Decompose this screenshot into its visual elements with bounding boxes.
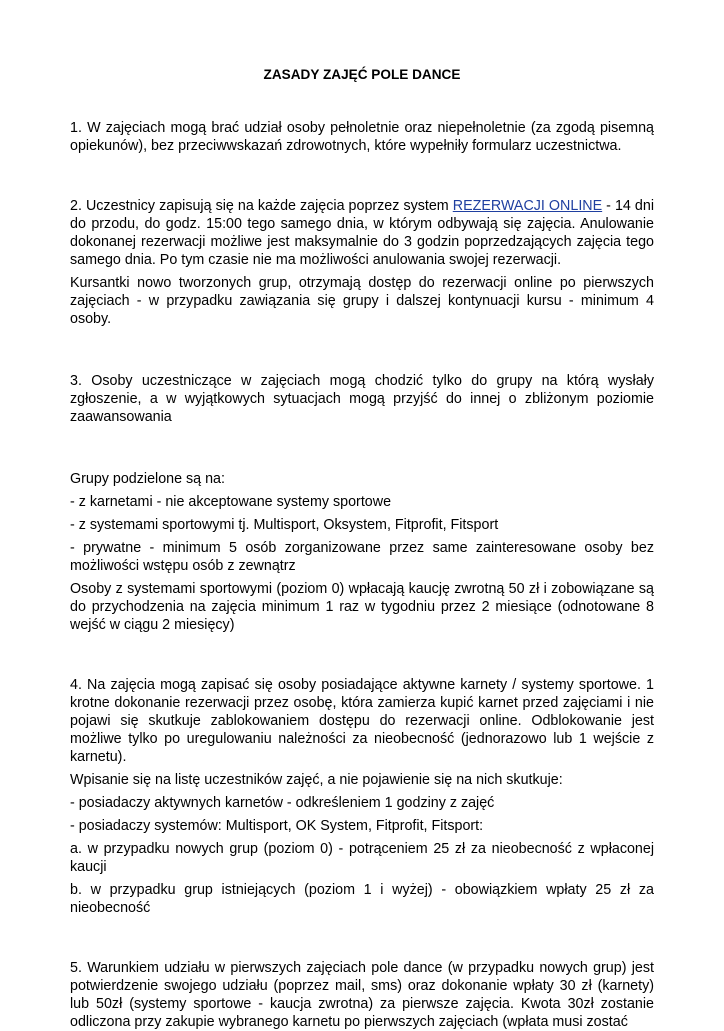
rule-2-new-groups-paragraph: Kursantki nowo tworzonych grup, otrzymają dostęp do rezerwacji online po pierwszych zajęciach - w przypadku zawiązania się grupy i dalszej kontynuacji kursu - minimum 4 osoby. — [70, 275, 654, 327]
groups-item-systemy: - z systemami sportowymi tj. Multisport, Oksystem, Fitprofit, Fitsport — [70, 517, 499, 533]
groups-note-paragraph: Osoby z systemami sportowymi (poziom 0) wpłacają kaucję zwrotną 50 zł i zobowiązane są do przychodzenia na zajęcia minimum 1 raz w tygodniu przez 2 miesiące (odnotowane 8 wejść w ciągu 2 miesięcy) — [70, 581, 654, 633]
rule-3-paragraph: 3. Osoby uczestniczące w zajęciach mogą chodzić tylko do grupy na którą wysłały zgłoszenie, a w wyjątkowych sytuacjach mogą przyjść do innej o zbliżonym poziomie zaawansowania — [70, 373, 654, 425]
rule-4-line-2: - posiadaczy aktywnych karnetów - odkreśleniem 1 godziny z zajęć — [70, 795, 495, 811]
page-title: ZASADY ZAJĘĆ POLE DANCE — [263, 67, 461, 82]
groups-item-karnety: - z karnetami - nie akceptowane systemy sportowe — [70, 494, 392, 510]
rule-2-text-before: 2. Uczestnicy zapisują się na każde zajęcia poprzez system — [70, 198, 453, 214]
groups-item-prywatne: - prywatne - minimum 5 osób zorganizowane przez same zainteresowane osoby bez możliwości wstępu osób z zewnątrz — [70, 540, 654, 574]
rule-2-text-after: - 14 dni do przodu, do godz. 15:00 tego samego dnia, w którym odbywają się zajęcia. Anulowanie dokonanej rezerwacji możliwe jest maksymalnie do 3 godzin poprzedzających zajęcia tego samego dnia. Po tym czasie nie ma możliwości anulowania swojej rezerwacji. — [70, 198, 654, 268]
rule-4-line-1: Wpisanie się na listę uczestników zajęć, a nie pojawienie się na nich skutkuje: — [70, 772, 563, 788]
rule-4-line-3: - posiadaczy systemów: Multisport, OK System, Fitprofit, Fitsport: — [70, 818, 484, 834]
rule-4-paragraph: 4. Na zajęcia mogą zapisać się osoby posiadające aktywne karnety / systemy sportowe. 1 krotne dokonanie rezerwacji przez osobę, która zamierza kupić karnet przed zajęciami i nie pojawi się skutkuje zablokowaniem dostępu do rezerwacji online. Odblokowanie jest możliwe tylko po uregulowaniu należności za nieobecność (jednorazowo lub 1 wejście z karnetu). — [70, 677, 654, 765]
groups-heading: Grupy podzielone są na: — [70, 471, 225, 487]
rule-1-paragraph: 1. W zajęciach mogą brać udział osoby pełnoletnie oraz niepełnoletnie (za zgodą pisemną opiekunów), bez przeciwwskazań zdrowotnych, które wypełniły formularz uczestnictwa. — [70, 120, 654, 154]
online-reservation-link[interactable]: REZERWACJI ONLINE — [452, 198, 603, 214]
rule-5-paragraph: 5. Warunkiem udziału w pierwszych zajęciach pole dance (w przypadku nowych grup) jest potwierdzenie swojego udziału (poprzez mail, sms) oraz dokonanie wpłaty 30 zł (karnety) lub 50zł (systemy sportowe - kaucja zwrotna) za pierwsze zajęcia. Kwota 30zł zostanie odliczona przy zakupie wybranego karnetu po pierwszych zajęciach (wpłata musi zostać — [70, 960, 654, 1030]
rule-2-paragraph — [70, 197, 654, 269]
rule-4-line-b: b. w przypadku grup istniejących (poziom 1 i wyżej) - obowiązkiem wpłaty 25 zł za nieobecność — [70, 882, 654, 916]
rule-4-line-a: a. w przypadku nowych grup (poziom 0) - potrąceniem 25 zł za nieobecność z wpłaconej kaucji — [70, 841, 654, 875]
document-body — [70, 119, 654, 1031]
